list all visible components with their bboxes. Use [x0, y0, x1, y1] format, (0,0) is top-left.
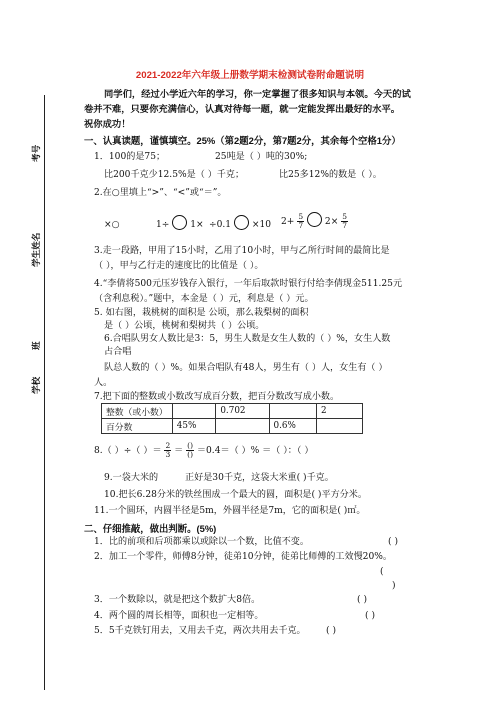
fraction-denominator: 7: [342, 221, 347, 230]
compare-circle-b[interactable]: [172, 215, 187, 230]
judge-q5-answer[interactable]: ( ): [326, 626, 336, 636]
fraction-denominator: 7: [298, 221, 304, 230]
q2-item-a-text: ×○: [104, 220, 120, 230]
judge-q2-answer-close[interactable]: ): [392, 581, 396, 591]
table-cell[interactable]: [269, 404, 316, 419]
table-cell[interactable]: [216, 419, 269, 434]
q7-text: 7.把下面的整数或小数改写成百分数，把百分数改写成小数。: [94, 392, 340, 402]
q8-line: [94, 442, 313, 459]
judge-q2-answer-open[interactable]: (: [380, 567, 384, 577]
school-label: 学校: [31, 376, 41, 394]
page-title: 2021-2022年六年级上册数学期末检测试卷附命题说明: [135, 70, 365, 81]
q2-item-a: [104, 219, 120, 231]
intro-line-3: 祝你成功！: [84, 119, 131, 129]
q6-line-4: 人。: [94, 378, 113, 388]
q10-text: 10.把长6.28分米的铁丝围成一个最大的圆，面积是( )平方分米。: [104, 490, 367, 500]
judge-q1-answer[interactable]: ( ): [388, 537, 398, 547]
fraction-denominator: 3: [165, 450, 171, 459]
fraction-5-7-a: [297, 213, 304, 230]
fraction-numerator: (): [187, 441, 194, 450]
fraction-denominator: (): [187, 450, 194, 459]
section-1-heading: 一、认真读题，谨慎填空。25%（第2题2分，第7题2分，其余每个空格1分）: [84, 135, 401, 146]
q5-line-1: 5. 如右图，栽桃树的面积是 公顷，那么栽梨树的面积: [94, 308, 309, 318]
judge-q5: 5．5千克铁钉用去，又用去千克，两次共用去千克。: [94, 626, 306, 636]
fraction-numerator: 2: [165, 441, 171, 450]
q8-part-b: ＝: [174, 446, 184, 456]
intro-line-1: 同学们，经过小学近六年的学习，你一定掌握了很多知识与本领。今天的试: [104, 89, 411, 99]
judge-q1: 1．比的前项和后项都乘以或除以一个数，比值不变。: [94, 537, 309, 547]
judge-q4-answer[interactable]: ( ): [365, 611, 375, 621]
fraction-2-3: [164, 442, 171, 459]
q2-item-b-left: 1÷: [156, 220, 170, 230]
fraction-5-7-b: [341, 213, 348, 230]
q4-line-2: （含利息税）。”题中，本金是（ ）元，利息是（ ）元。: [94, 294, 314, 304]
judge-q3: 3．一个数除以，就是把这个数扩大8倍。: [94, 595, 261, 605]
table-cell: 0.702: [216, 404, 269, 419]
q2-item-c-left: ÷0.1: [209, 220, 232, 230]
section-2-heading: 二、仔细推敲，做出判断。(5%): [84, 523, 217, 534]
class-label: 班: [31, 341, 41, 350]
table-cell[interactable]: [316, 419, 362, 434]
q9-part-a: 9.一袋大米的: [104, 473, 159, 483]
q5-line-2: 是（ ）公顷，桃树和梨树共（ ）公顷。: [104, 321, 265, 331]
q3-line-1: 3.走一段路，甲用了15小时，乙用了10小时，甲与乙所行时间的最简比是: [94, 246, 390, 256]
fraction-numerator: 5: [342, 212, 347, 221]
q1-part-a: 1．100的是75；: [94, 152, 166, 162]
q3-line-2: （ ），甲与乙行走的速度比的比值是（ ）。: [94, 261, 264, 271]
student-name-label: 学生姓名: [31, 232, 41, 267]
table-cell: 0.6%: [269, 419, 316, 434]
fraction-numerator: 5: [298, 212, 304, 221]
table-cell[interactable]: [172, 404, 216, 419]
q9-part-b: 正好是30千克，这袋大米重( )千克。: [185, 473, 334, 483]
q7-table: [101, 403, 363, 434]
q8-part-c: ＝0.4＝（ ）% ＝（ ）：（ ）: [196, 446, 314, 456]
table-row: [102, 419, 363, 434]
q2-item-c-right: ×10: [251, 220, 272, 230]
q4-line-1: 4.“李倩将500元压岁钱存入银行，一年后取款时银行付给李倩现金511.25元: [94, 279, 403, 289]
intro-line-2: 卷并不难，只要你充满信心，认真对待每一题，就一定能发挥出最好的水平。: [84, 104, 401, 114]
binding-line: [44, 95, 45, 690]
q2-item-d: [281, 212, 348, 230]
q6-line-1: 6.合唱队男女人数比是3：5，男生人数是女生人数的（ ）%，女生人数: [104, 334, 391, 344]
table-cell: 45%: [172, 419, 216, 434]
table-cell: 整数（或小数）: [102, 404, 173, 419]
q11-text: 11.一个圆环，内圆半径是5m，外圆半径是7m，它的面积是( )㎡。: [94, 506, 366, 516]
q1-part-c: 比200千克少12.5%是（ ）千克；: [104, 170, 245, 180]
q2-text: 2.在○里填上“>”、“<”或“＝”。: [94, 188, 227, 198]
judge-q4: 4．两个圆的周长相等，面积也一定相等。: [94, 611, 264, 621]
judge-q3-answer[interactable]: ( ): [357, 595, 367, 605]
table-cell: 百分数: [102, 419, 173, 434]
q8-part-a: 8.（ ）÷（ ）＝: [94, 446, 162, 456]
exam-number-label: 考号: [31, 144, 41, 162]
q6-line-3: 队总人数的（ ）%。如果合唱队有48人，男生有（ ）人，女生有（ ）: [104, 363, 388, 373]
q6-line-2: 占合唱: [104, 347, 132, 357]
q2-item-b: [156, 215, 204, 231]
compare-circle-c[interactable]: [234, 215, 249, 230]
judge-q2: 2．加工一个零件，师傅8分钟，徒弟10分钟，徒弟比师傅的工效慢20%。: [94, 552, 392, 562]
compare-circle-d[interactable]: [307, 212, 322, 227]
q2-item-d-right: 2×: [324, 217, 339, 227]
q2-item-b-right: 1×: [190, 220, 204, 230]
q1-part-d: 比25多12%的数是（ ）。: [279, 170, 382, 180]
q1-part-b: 25吨是（ ）吨的30%;: [215, 152, 308, 162]
table-cell: 2: [316, 404, 362, 419]
table-row: [102, 404, 363, 419]
q2-item-d-left: 2+: [281, 217, 295, 227]
fraction-blank[interactable]: [186, 442, 194, 459]
q2-item-c: [209, 215, 271, 231]
